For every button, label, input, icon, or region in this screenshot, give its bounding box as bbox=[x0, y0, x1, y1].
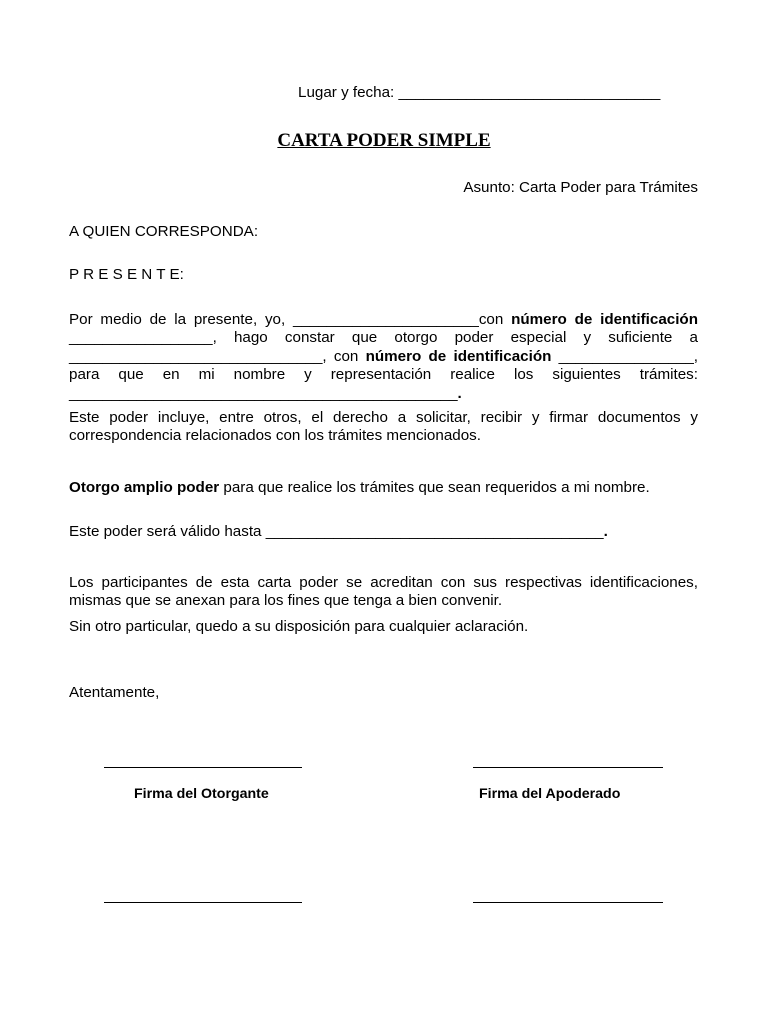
signature-label-apoderado: Firma del Apoderado bbox=[479, 786, 621, 802]
paragraph-text: _________________, hago constar que otorgo poder especial y suficiente a ______________________________, con bbox=[69, 329, 698, 365]
paragraph-text: ________________, para que en mi nombre y representación realice los siguientes trámites: ______________________________________________ bbox=[69, 347, 698, 402]
signature-line-otorgante bbox=[104, 767, 302, 768]
paragraph-broad-power bbox=[69, 479, 698, 497]
subject-line: Asunto: Carta Poder para Trámites bbox=[463, 179, 698, 196]
closing: Atentamente, bbox=[69, 684, 160, 701]
signature-line-otorgante-2 bbox=[104, 902, 302, 903]
paragraph-grant bbox=[69, 311, 698, 403]
place-date-line: Lugar y fecha: _______________________________ bbox=[298, 84, 661, 101]
paragraph-text: Por medio de la presente, yo, ______________________con bbox=[69, 311, 512, 328]
signature-line-apoderado-2 bbox=[473, 902, 663, 903]
paragraph-text: Este poder será válido hasta ________________________________________ bbox=[69, 523, 604, 540]
paragraph-participants: Los participantes de esta carta poder se acreditan con sus respectivas identificaciones, mismas que se anexan para los fines que tenga a bien convenir. bbox=[69, 574, 698, 610]
paragraph-closing-remark: Sin otro particular, quedo a su disposición para cualquier aclaración. bbox=[69, 618, 529, 635]
signature-label-otorgante: Firma del Otorgante bbox=[134, 786, 269, 802]
paragraph-scope: Este poder incluye, entre otros, el derecho a solicitar, recibir y firmar documentos y correspondencia relacionados con los trámites mencionados. bbox=[69, 409, 698, 445]
greeting: A QUIEN CORRESPONDA: bbox=[69, 223, 259, 240]
signature-line-apoderado bbox=[473, 767, 663, 768]
bold-text: número de identificación bbox=[511, 311, 698, 328]
bold-text: . bbox=[457, 384, 462, 402]
paragraph-validity bbox=[69, 523, 698, 541]
bold-text: Otorgo amplio poder bbox=[69, 479, 220, 496]
paragraph-text: para que realice los trámites que sean requeridos a mi nombre. bbox=[219, 479, 650, 496]
bold-text: . bbox=[603, 523, 608, 540]
bold-text: número de identificación bbox=[365, 347, 552, 365]
presente-line: P R E S E N T E: bbox=[69, 266, 184, 283]
document-title: CARTA PODER SIMPLE bbox=[277, 130, 491, 151]
